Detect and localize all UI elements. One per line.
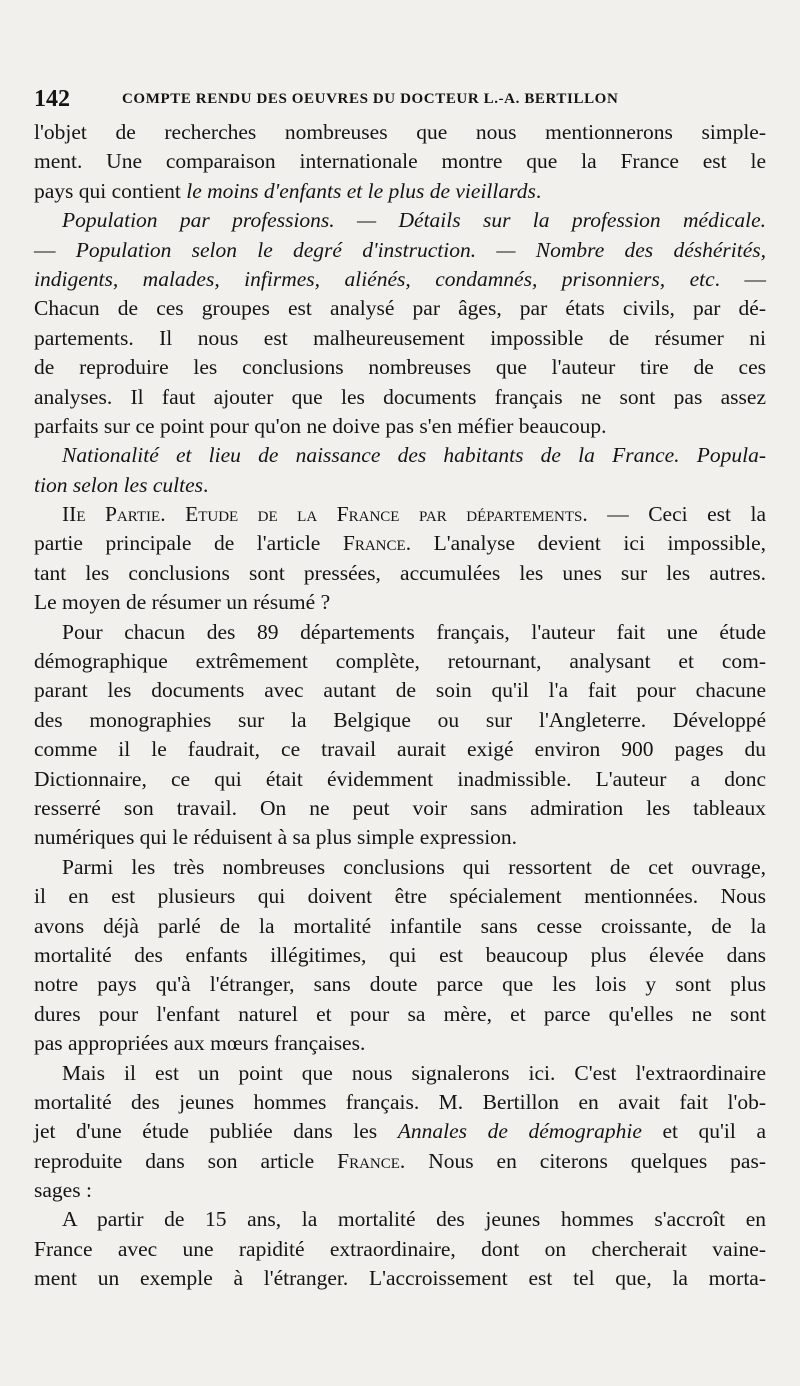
text-line (34, 294, 766, 323)
text-segment: il en est plusieurs qui doivent être spécialement mentionnées. Nous (34, 884, 766, 909)
text-segment: partie principale de l'article (34, 531, 343, 556)
text-line (34, 1117, 766, 1146)
text-segment: France avec une rapidité extraordinaire, dont on chercherait vaine- (34, 1236, 766, 1261)
text-segment: pays qui contient (34, 178, 187, 203)
text-line (34, 823, 766, 852)
text-line (34, 236, 766, 265)
text-line (34, 1205, 766, 1234)
text-segment: Le moyen de résumer un résumé ? (34, 590, 331, 615)
text-line (34, 441, 766, 470)
italic-text: indigents, malades, infirmes, aliénés, condamnés, prisonniers, etc (34, 266, 715, 291)
italic-text: Nationalité et lieu de naissance des habitants de la France. Popula- (62, 443, 766, 468)
text-segment: . L'analyse devient ici impossible, (405, 531, 766, 556)
text-line (34, 588, 766, 617)
text-segment: resserré son travail. On ne peut voir sans admiration les tableaux (34, 795, 766, 820)
text-line (34, 1176, 766, 1205)
page-header (34, 86, 770, 116)
text-line (34, 618, 766, 647)
text-line (34, 1147, 766, 1176)
text-segment: parfaits sur ce point pour qu'on ne doive pas s'en méfier beaucoup. (34, 413, 607, 438)
text-line (34, 206, 766, 235)
text-segment: mortalité des jeunes hommes français. M. Bertillon en avait fait l'ob- (34, 1089, 766, 1114)
text-segment: . (535, 178, 542, 203)
text-segment: . — Ceci est la (582, 502, 766, 527)
body-text (34, 118, 766, 1294)
text-line (34, 853, 766, 882)
text-segment: ment un exemple à l'étranger. L'accroissement est tel que, la morta- (34, 1266, 766, 1291)
small-caps-text: IIe Partie. Etude de la France par départements (62, 502, 583, 527)
text-line (34, 676, 766, 705)
text-line (34, 1088, 766, 1117)
italic-text: Annales de démographie (397, 1119, 642, 1144)
text-segment: parant les documents avec autant de soin qu'il l'a fait pour chacune (34, 678, 766, 703)
italic-text: tion selon les cultes (34, 472, 203, 497)
italic-text: Population selon le degré d'instruction. — Nombre des déshérités, (75, 237, 766, 262)
italic-text: Population par professions. — Détails sur la profession médicale. (62, 208, 766, 233)
text-segment: jet d'une étude publiée dans les (34, 1119, 398, 1144)
running-title: COMPTE RENDU DES OEUVRES DU DOCTEUR L.-A. BERTILLON (122, 91, 619, 107)
text-line (34, 1000, 766, 1029)
text-line (34, 794, 766, 823)
small-caps-text: France (342, 531, 406, 556)
text-line (34, 500, 766, 529)
text-segment: partements. Il nous est malheureusement impossible de résumer ni (34, 325, 766, 350)
text-line (34, 735, 766, 764)
text-segment: Dictionnaire, ce qui était évidemment inadmissible. L'auteur a donc (34, 766, 766, 791)
text-segment: Pour chacun des 89 départements français, l'auteur fait une étude (62, 619, 766, 644)
text-segment: — (34, 237, 76, 262)
text-segment: mortalité des enfants illégitimes, qui est beaucoup plus élevée dans (34, 942, 766, 967)
text-line (34, 177, 766, 206)
text-line (34, 412, 766, 441)
text-line (34, 1235, 766, 1264)
text-line (34, 912, 766, 941)
text-line (34, 559, 766, 588)
text-segment: Parmi les très nombreuses conclusions qui ressortent de cet ouvrage, (62, 854, 766, 879)
text-line (34, 529, 766, 558)
text-line (34, 147, 766, 176)
text-segment: l'objet de recherches nombreuses que nous mentionnerons simple- (34, 120, 766, 144)
text-segment: pas appropriées aux mœurs françaises. (34, 1031, 366, 1056)
text-segment: analyses. Il faut ajouter que les documents français ne sont pas assez (34, 384, 766, 409)
italic-text: le moins d'enfants et le plus de vieillards (186, 178, 536, 203)
text-segment: des monographies sur la Belgique ou sur l'Angleterre. Développé (34, 707, 766, 732)
text-segment: tant les conclusions sont pressées, accumulées les unes sur les autres. (34, 560, 766, 585)
text-segment: reproduite dans son article (34, 1148, 338, 1173)
text-segment: numériques qui le réduisent à sa plus simple expression. (34, 825, 518, 850)
text-segment: . Nous en citerons quelques pas- (399, 1148, 766, 1173)
text-line (34, 941, 766, 970)
text-line (34, 1264, 766, 1293)
text-segment: A partir de 15 ans, la mortalité des jeunes hommes s'accroît en (62, 1207, 766, 1232)
text-line (34, 882, 766, 911)
text-segment: notre pays qu'à l'étranger, sans doute parce que les lois y sont plus (34, 972, 766, 997)
text-segment: et qu'il a (641, 1119, 766, 1144)
text-line (34, 970, 766, 999)
text-segment: comme il le faudrait, ce travail aurait exigé environ 900 pages du (34, 737, 766, 762)
text-segment: de reproduire les conclusions nombreuses que l'auteur tire de ces (34, 355, 766, 380)
text-line (34, 1059, 766, 1088)
text-line (34, 706, 766, 735)
text-segment: sages : (34, 1178, 92, 1203)
text-segment: . (203, 472, 209, 497)
text-line (34, 265, 766, 294)
text-segment: démographique extrêmement complète, retournant, analysant et com- (34, 649, 766, 674)
text-line (34, 1029, 766, 1058)
text-segment: avons déjà parlé de la mortalité infantile sans cesse croissante, de la (34, 913, 766, 938)
text-segment: ment. Une comparaison internationale montre que la France est le (34, 149, 766, 174)
text-line (34, 118, 766, 147)
text-segment: Chacun de ces groupes est analysé par âges, par états civils, par dé- (34, 296, 766, 321)
page-number: 142 (34, 86, 70, 112)
text-line (34, 765, 766, 794)
text-line (34, 383, 766, 412)
text-line (34, 471, 766, 500)
text-line (34, 647, 766, 676)
text-segment: . — (714, 266, 766, 291)
small-caps-text: France (337, 1148, 400, 1173)
text-segment: dures pour l'enfant naturel et pour sa mère, et parce qu'elles ne sont (34, 1001, 766, 1026)
text-line (34, 324, 766, 353)
text-line (34, 353, 766, 382)
text-segment: Mais il est un point que nous signalerons ici. C'est l'extraordinaire (62, 1060, 766, 1085)
